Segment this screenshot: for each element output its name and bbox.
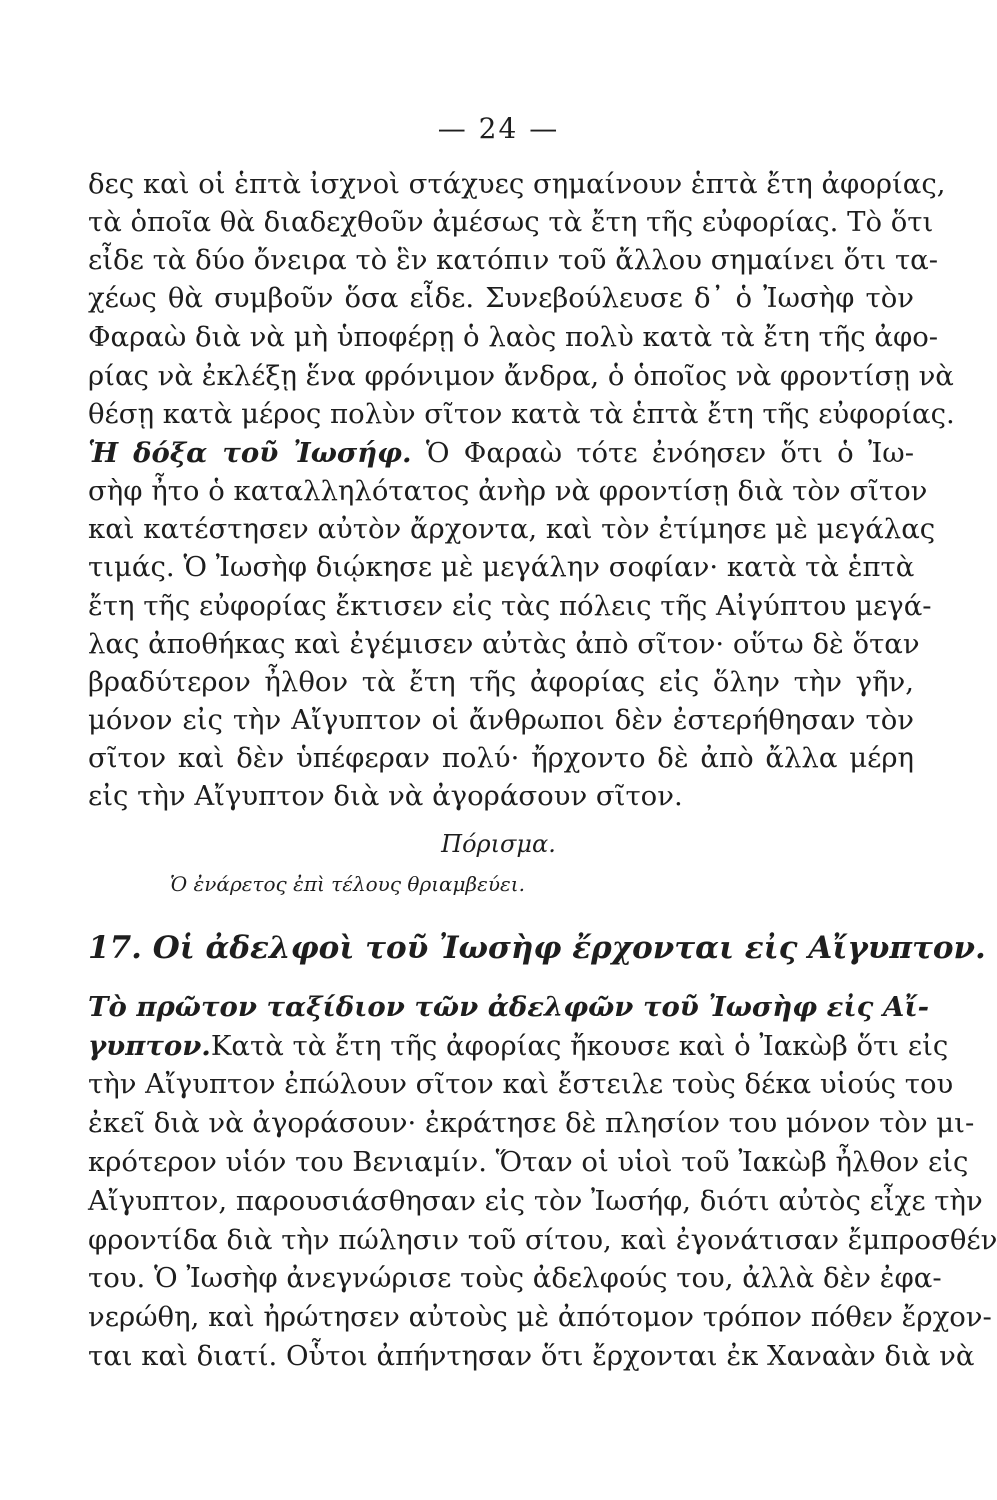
text-line: βραδύτερον ἦλθον τὰ ἔτη τῆς ἀφορίας εἰς ὅλην τὴν γῆν, (88, 666, 914, 698)
text-run: Ὁ Φαραὼ τότε ἐνόησεν ὅτι ὁ Ἰω- (425, 437, 914, 469)
chapter-title: 17. Οἱ ἀδελφοὶ τοῦ Ἰωσὴφ ἔρχονται εἰς Αἴγυπτον. (88, 930, 986, 966)
text-line: ἔτη τῆς εὐφορίας ἔκτισεν εἰς τὰς πόλεις τῆς Αἰγύπτου μεγά- (88, 590, 932, 622)
text-line: Φαραὼ διὰ νὰ μὴ ὑποφέρῃ ὁ λαὸς πολὺ κατὰ τὰ ἔτη τῆς ἀφο- (88, 321, 939, 353)
porisma-title: Πόρισμα. (441, 830, 556, 858)
section-heading: Ἡ δόξα τοῦ Ἰωσήφ. (88, 437, 412, 469)
text-line: νερώθη, καὶ ἠρώτησεν αὐτοὺς μὲ ἀπότομον τρόπον πόθεν ἔρχον- (88, 1301, 992, 1333)
text-line: χέως θὰ συμβοῦν ὅσα εἶδε. Συνεβούλευσε δ᾽ ὁ Ἰωσὴφ τὸν (88, 282, 914, 314)
text-line: σῖτον καὶ δὲν ὑπέφεραν πολύ· ἤρχοντο δὲ ἀπὸ ἄλλα μέρη (88, 742, 914, 774)
text-line: εἶδε τὰ δύο ὄνειρα τὸ ἓν κατόπιν τοῦ ἄλλου σημαίνει ὅτι τα- (88, 244, 939, 276)
text-line: θέσῃ κατὰ μέρος πολὺν σῖτον κατὰ τὰ ἑπτὰ ἔτη τῆς εὐφορίας. (88, 398, 955, 430)
text-line: Αἴγυπτον, παρουσιάσθησαν εἰς τὸν Ἰωσήφ, διότι αὐτὸς εἶχε τὴν (88, 1185, 983, 1217)
text-line: τὴν Αἴγυπτον ἐπώλουν σῖτον καὶ ἔστειλε τοὺς δέκα υἱούς του (88, 1068, 954, 1100)
text-line (88, 990, 930, 1024)
porisma-text: Ὁ ἐνάρετος ἐπὶ τέλους θριαμβεύει. (170, 872, 525, 896)
text-line (88, 436, 914, 470)
text-line: καὶ κατέστησεν αὐτὸν ἄρχοντα, καὶ τὸν ἐτίμησε μὲ μεγάλας (88, 513, 936, 545)
text-line: του. Ὁ Ἰωσὴφ ἀνεγνώρισε τοὺς ἀδελφούς του, ἀλλὰ δὲν ἐφα- (88, 1262, 942, 1294)
text-line: κρότερον υἱόν του Βενιαμίν. Ὅταν οἱ υἱοὶ τοῦ Ἰακὼβ ἦλθον εἰς (88, 1146, 969, 1178)
text-line: φροντίδα διὰ τὴν πώλησιν τοῦ σίτου, καὶ ἐγονάτισαν ἔμπροσθέν (88, 1224, 997, 1256)
page-number: — 24 — (437, 112, 560, 145)
text-line: ἐκεῖ διὰ νὰ ἀγοράσουν· ἐκράτησε δὲ πλησίον του μόνον τὸν μι- (88, 1107, 975, 1139)
text-line (88, 1029, 949, 1063)
text-line: ται καὶ διατί. Οὗτοι ἀπήντησαν ὅτι ἔρχονται ἐκ Χαναὰν διὰ νὰ (88, 1340, 975, 1372)
section-heading: Τὸ πρῶτον ταξίδιον τῶν ἀδελφῶν τοῦ Ἰωσὴφ εἰς Αἴ- (88, 991, 930, 1023)
text-line: τὰ ὁποῖα θὰ διαδεχθοῦν ἀμέσως τὰ ἔτη τῆς εὐφορίας. Τὸ ὅτι (88, 206, 934, 238)
text-line: λας ἀποθήκας καὶ ἐγέμισεν αὐτὰς ἀπὸ σῖτον· οὕτω δὲ ὅταν (88, 628, 920, 660)
text-line: μόνον εἰς τὴν Αἴγυπτον οἱ ἄνθρωποι δὲν ἐστερήθησαν τὸν (88, 704, 914, 736)
text-line: εἰς τὴν Αἴγυπτον διὰ νὰ ἀγοράσουν σῖτον. (88, 780, 683, 812)
section-heading: γυπτον. (88, 1030, 211, 1062)
text-run: Κατὰ τὰ ἔτη τῆς ἀφορίας ἤκουσε καὶ ὁ Ἰακὼβ ὅτι εἰς (210, 1030, 949, 1062)
text-line: ρίας νὰ ἐκλέξῃ ἕνα φρόνιμον ἄνδρα, ὁ ὁποῖος νὰ φροντίσῃ νὰ (88, 360, 954, 392)
text-line: τιμάς. Ὁ Ἰωσὴφ διῴκησε μὲ μεγάλην σοφίαν· κατὰ τὰ ἑπτὰ (88, 551, 915, 583)
text-line: σὴφ ἦτο ὁ καταλληλότατος ἀνὴρ νὰ φροντίσῃ διὰ τὸν σῖτον (88, 475, 928, 507)
text-line: δες καὶ οἱ ἑπτὰ ἰσχνοὶ στάχυες σημαίνουν ἑπτὰ ἔτη ἀφορίας, (88, 168, 946, 200)
